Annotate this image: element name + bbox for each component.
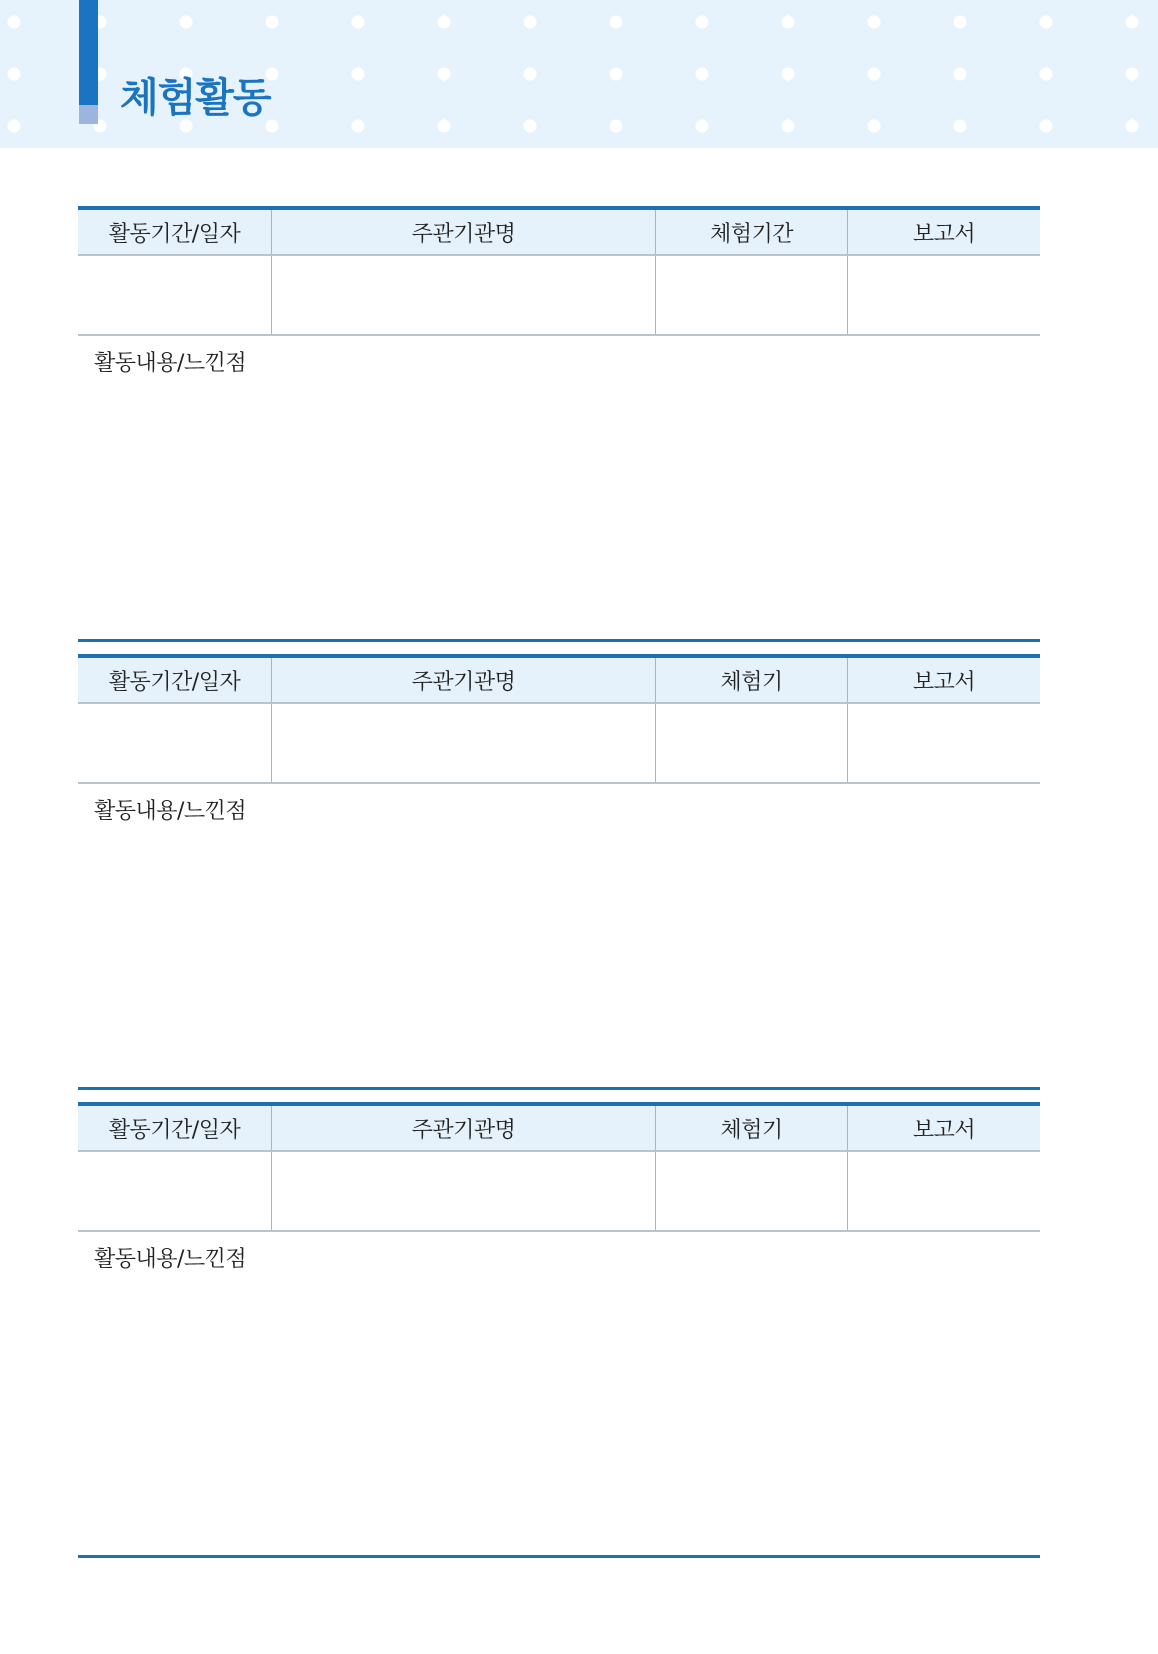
- report-cell[interactable]: [847, 704, 1040, 782]
- table-header-row: [78, 1106, 1040, 1152]
- table-header-row: [78, 658, 1040, 704]
- table-header-row: [78, 210, 1040, 256]
- organization-cell[interactable]: [271, 1152, 655, 1230]
- column-header-organization: 주관기관명: [271, 658, 655, 702]
- column-header-period: 활동기간/일자: [108, 669, 241, 695]
- activity-block-2: [78, 654, 1040, 826]
- experience-period-cell[interactable]: [655, 704, 847, 782]
- period-cell[interactable]: [78, 704, 271, 782]
- section-divider: [78, 1555, 1040, 1558]
- column-header-period: 활동기간/일자: [108, 221, 241, 247]
- table-row: [78, 704, 1040, 784]
- table-row: [78, 1152, 1040, 1232]
- report-cell[interactable]: [847, 256, 1040, 334]
- experience-period-cell[interactable]: [655, 256, 847, 334]
- organization-cell[interactable]: [271, 256, 655, 334]
- page-title: 체험활동: [120, 75, 271, 121]
- period-cell[interactable]: [78, 256, 271, 334]
- activity-table: [78, 1102, 1040, 1232]
- activity-block-3: [78, 1102, 1040, 1274]
- column-header-organization: 주관기관명: [271, 1106, 655, 1150]
- table-row: [78, 256, 1040, 336]
- activity-block-1: [78, 206, 1040, 378]
- notes-label: 활동내용/느낀점: [94, 799, 247, 824]
- period-cell[interactable]: [78, 1152, 271, 1230]
- column-header-experience-period: 체험기: [655, 1106, 847, 1150]
- experience-period-cell[interactable]: [655, 1152, 847, 1230]
- column-header-report: 보고서: [847, 210, 1040, 254]
- section-divider: [78, 1087, 1040, 1090]
- column-header-period: 활동기간/일자: [108, 1117, 241, 1143]
- notes-label: 활동내용/느낀점: [94, 351, 247, 376]
- activity-table: [78, 206, 1040, 336]
- organization-cell[interactable]: [271, 704, 655, 782]
- column-header-report: 보고서: [847, 1106, 1040, 1150]
- title-accent-block: [79, 105, 98, 124]
- notes-label: 활동내용/느낀점: [94, 1247, 247, 1272]
- title-accent-bar: [79, 0, 98, 105]
- column-header-experience-period: 체험기: [655, 658, 847, 702]
- column-header-report: 보고서: [847, 658, 1040, 702]
- section-divider: [78, 639, 1040, 642]
- activity-table: [78, 654, 1040, 784]
- column-header-experience-period: 체험기간: [655, 210, 847, 254]
- report-cell[interactable]: [847, 1152, 1040, 1230]
- column-header-organization: 주관기관명: [271, 210, 655, 254]
